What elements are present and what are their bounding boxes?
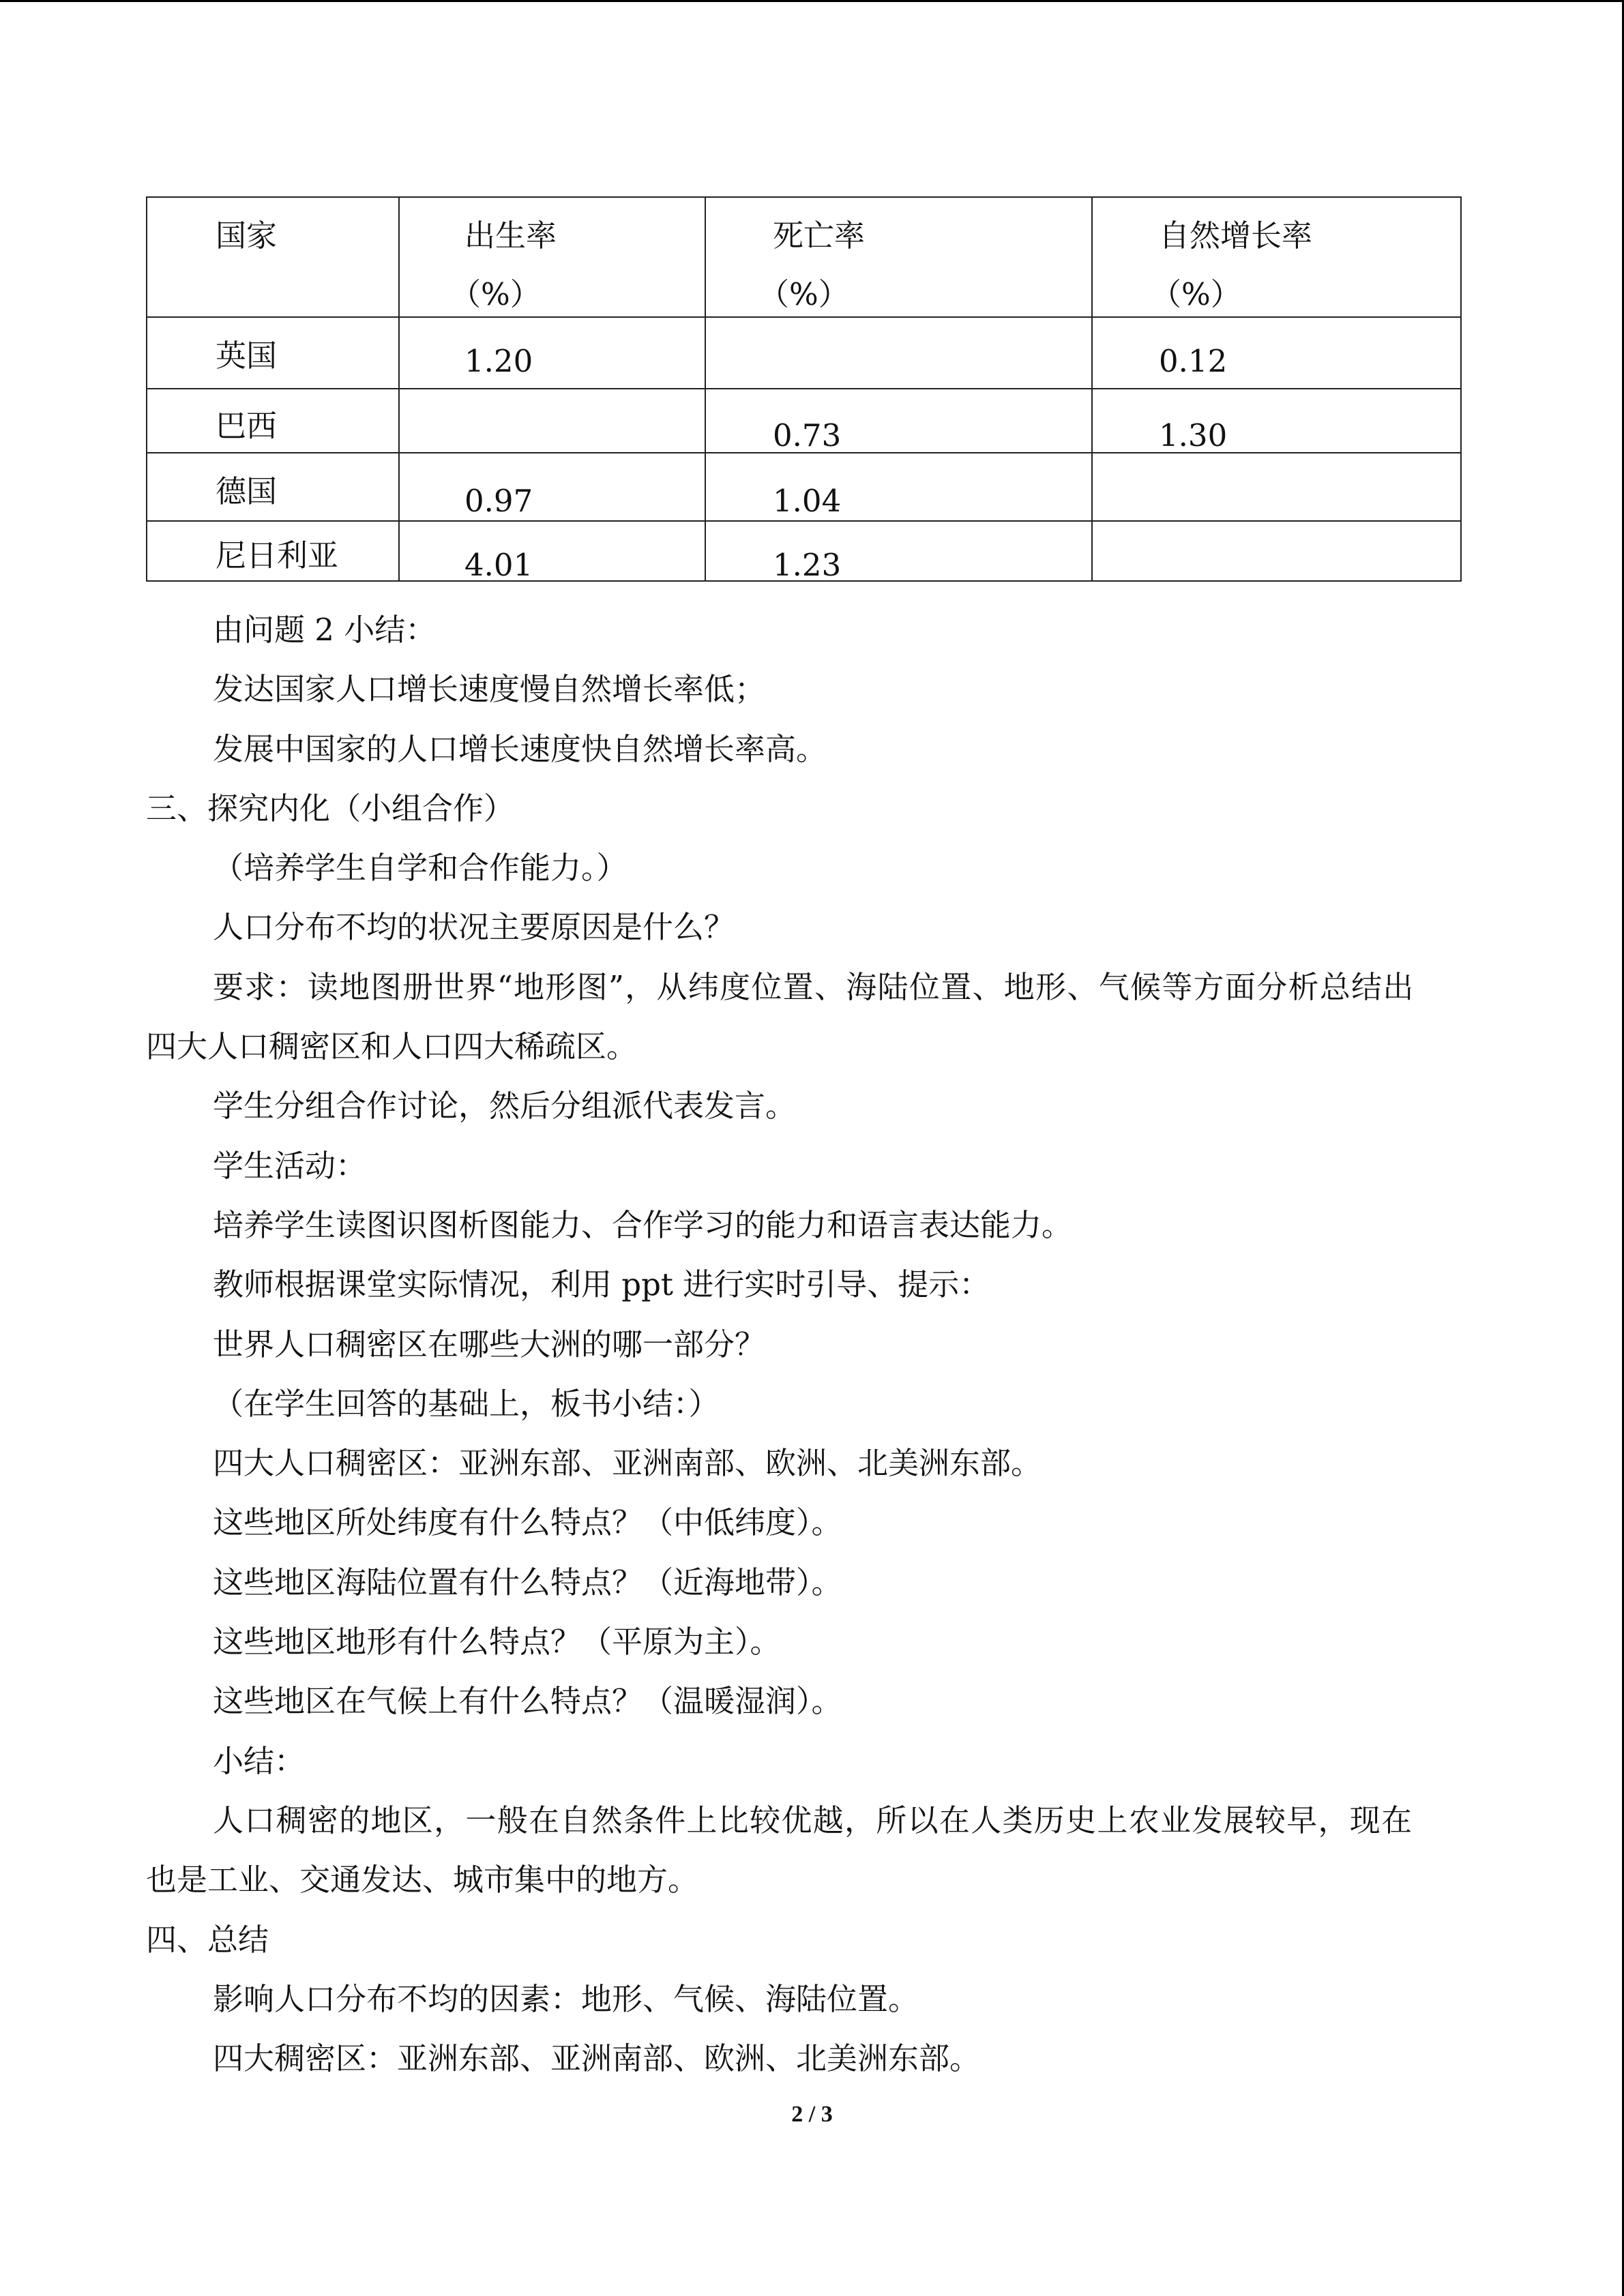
table-row bbox=[147, 389, 1461, 453]
goal-note: （培养学生自学和合作能力。） bbox=[213, 850, 628, 886]
header-birth-rate bbox=[399, 197, 705, 317]
ability-goal: 培养学生读图识图析图能力、合作学习的能力和语言表达能力。 bbox=[213, 1206, 1073, 1243]
question-climate: 这些地区在气候上有什么特点？（温暖湿润）。 bbox=[213, 1683, 842, 1720]
header-birth-rate-label: 出生率 bbox=[464, 218, 557, 254]
table-row bbox=[147, 453, 1461, 521]
header-country bbox=[147, 197, 399, 317]
requirement-line-2: 四大人口稠密区和人口四大稀疏区。 bbox=[146, 1028, 638, 1065]
death-rate-value: 1.23 bbox=[773, 547, 842, 583]
question-terrain: 这些地区地形有什么特点？（平原为主）。 bbox=[213, 1624, 781, 1660]
population-rate-table bbox=[146, 196, 1462, 582]
cell-country bbox=[147, 453, 399, 521]
cell-death-rate bbox=[705, 317, 1092, 389]
summary-developing: 发展中国家的人口增长速度快自然增长率高。 bbox=[213, 730, 827, 767]
cell-country bbox=[147, 389, 399, 453]
birth-rate-value: 0.97 bbox=[464, 483, 533, 519]
header-death-rate-label: 死亡率 bbox=[773, 218, 866, 254]
cell-death-rate bbox=[705, 453, 1092, 521]
question-dense-areas: 世界人口稠密区在哪些大洲的哪一部分？ bbox=[213, 1326, 766, 1362]
summary-heading: 由问题 2 小结： bbox=[213, 612, 437, 648]
header-growth-rate-unit: （%） bbox=[1151, 276, 1241, 312]
cell-death-rate bbox=[705, 521, 1092, 581]
student-activity-label: 学生活动： bbox=[213, 1147, 367, 1184]
section-heading-explore: 三、探究内化（小组合作） bbox=[146, 790, 515, 826]
document-body bbox=[146, 600, 1483, 2088]
factors-summary: 影响人口分布不均的因素：地形、气候、海陆位置。 bbox=[213, 1980, 919, 2017]
requirement-paragraph bbox=[146, 957, 1483, 1077]
conclusion-line-1: 人口稠密的地区，一般在自然条件上比较优越，所以在人类历史上农业发展较早，现在 bbox=[213, 1802, 1413, 1838]
header-growth-rate bbox=[1092, 197, 1461, 317]
cell-death-rate bbox=[705, 389, 1092, 453]
cell-growth-rate bbox=[1092, 453, 1461, 521]
teacher-guidance: 教师根据课堂实际情况，利用 ppt 进行实时引导、提示： bbox=[213, 1266, 990, 1303]
section-heading-summary: 四、总结 bbox=[146, 1921, 269, 1958]
table-header-row bbox=[147, 197, 1461, 317]
dense-areas-summary: 四大稠密区：亚洲东部、亚洲南部、欧洲、北美洲东部。 bbox=[213, 2040, 981, 2077]
cell-growth-rate bbox=[1092, 521, 1461, 581]
country-name: 尼日利亚 bbox=[216, 537, 339, 573]
cell-birth-rate bbox=[399, 521, 705, 581]
cell-birth-rate bbox=[399, 317, 705, 389]
conclusion-label: 小结： bbox=[213, 1742, 306, 1779]
country-name: 德国 bbox=[216, 473, 278, 509]
growth-rate-value: 0.12 bbox=[1159, 343, 1228, 379]
header-death-rate bbox=[705, 197, 1092, 317]
board-summary-note: （在学生回答的基础上，板书小结：） bbox=[213, 1385, 720, 1422]
country-name: 巴西 bbox=[216, 408, 278, 444]
country-name: 英国 bbox=[216, 338, 278, 374]
question-land-sea: 这些地区海陆位置有什么特点？（近海地带）。 bbox=[213, 1564, 842, 1600]
header-birth-rate-unit: （%） bbox=[450, 276, 541, 312]
death-rate-value: 0.73 bbox=[773, 417, 842, 453]
question-main: 人口分布不均的状况主要原因是什么？ bbox=[213, 909, 735, 946]
summary-developed: 发达国家人口增长速度慢自然增长率低； bbox=[213, 671, 766, 708]
question-latitude: 这些地区所处纬度有什么特点？（中低纬度）。 bbox=[213, 1504, 842, 1541]
requirement-line-1: 要求：读地图册世界“地形图”，从纬度位置、海陆位置、地形、气候等方面分析总结出 bbox=[213, 968, 1415, 1005]
group-discussion: 学生分组合作讨论，然后分组派代表发言。 bbox=[213, 1088, 797, 1124]
header-growth-rate-label: 自然增长率 bbox=[1159, 218, 1313, 254]
cell-country bbox=[147, 521, 399, 581]
death-rate-value: 1.04 bbox=[773, 483, 842, 519]
birth-rate-value: 4.01 bbox=[464, 547, 533, 583]
cell-birth-rate bbox=[399, 389, 705, 453]
dense-areas-list: 四大人口稠密区：亚洲东部、亚洲南部、欧洲、北美洲东部。 bbox=[213, 1445, 1042, 1482]
table-row bbox=[147, 317, 1461, 389]
header-country-label: 国家 bbox=[216, 218, 278, 254]
conclusion-paragraph bbox=[146, 1791, 1483, 1910]
table-row bbox=[147, 521, 1461, 581]
cell-birth-rate bbox=[399, 453, 705, 521]
page-top-border bbox=[0, 0, 1624, 2]
conclusion-line-2: 也是工业、交通发达、城市集中的地方。 bbox=[146, 1862, 699, 1898]
birth-rate-value: 1.20 bbox=[464, 343, 533, 379]
growth-rate-value: 1.30 bbox=[1159, 417, 1228, 453]
cell-growth-rate bbox=[1092, 317, 1461, 389]
cell-country bbox=[147, 317, 399, 389]
page-number: 2 / 3 bbox=[791, 2102, 833, 2127]
cell-growth-rate bbox=[1092, 389, 1461, 453]
header-death-rate-unit: （%） bbox=[758, 276, 849, 312]
